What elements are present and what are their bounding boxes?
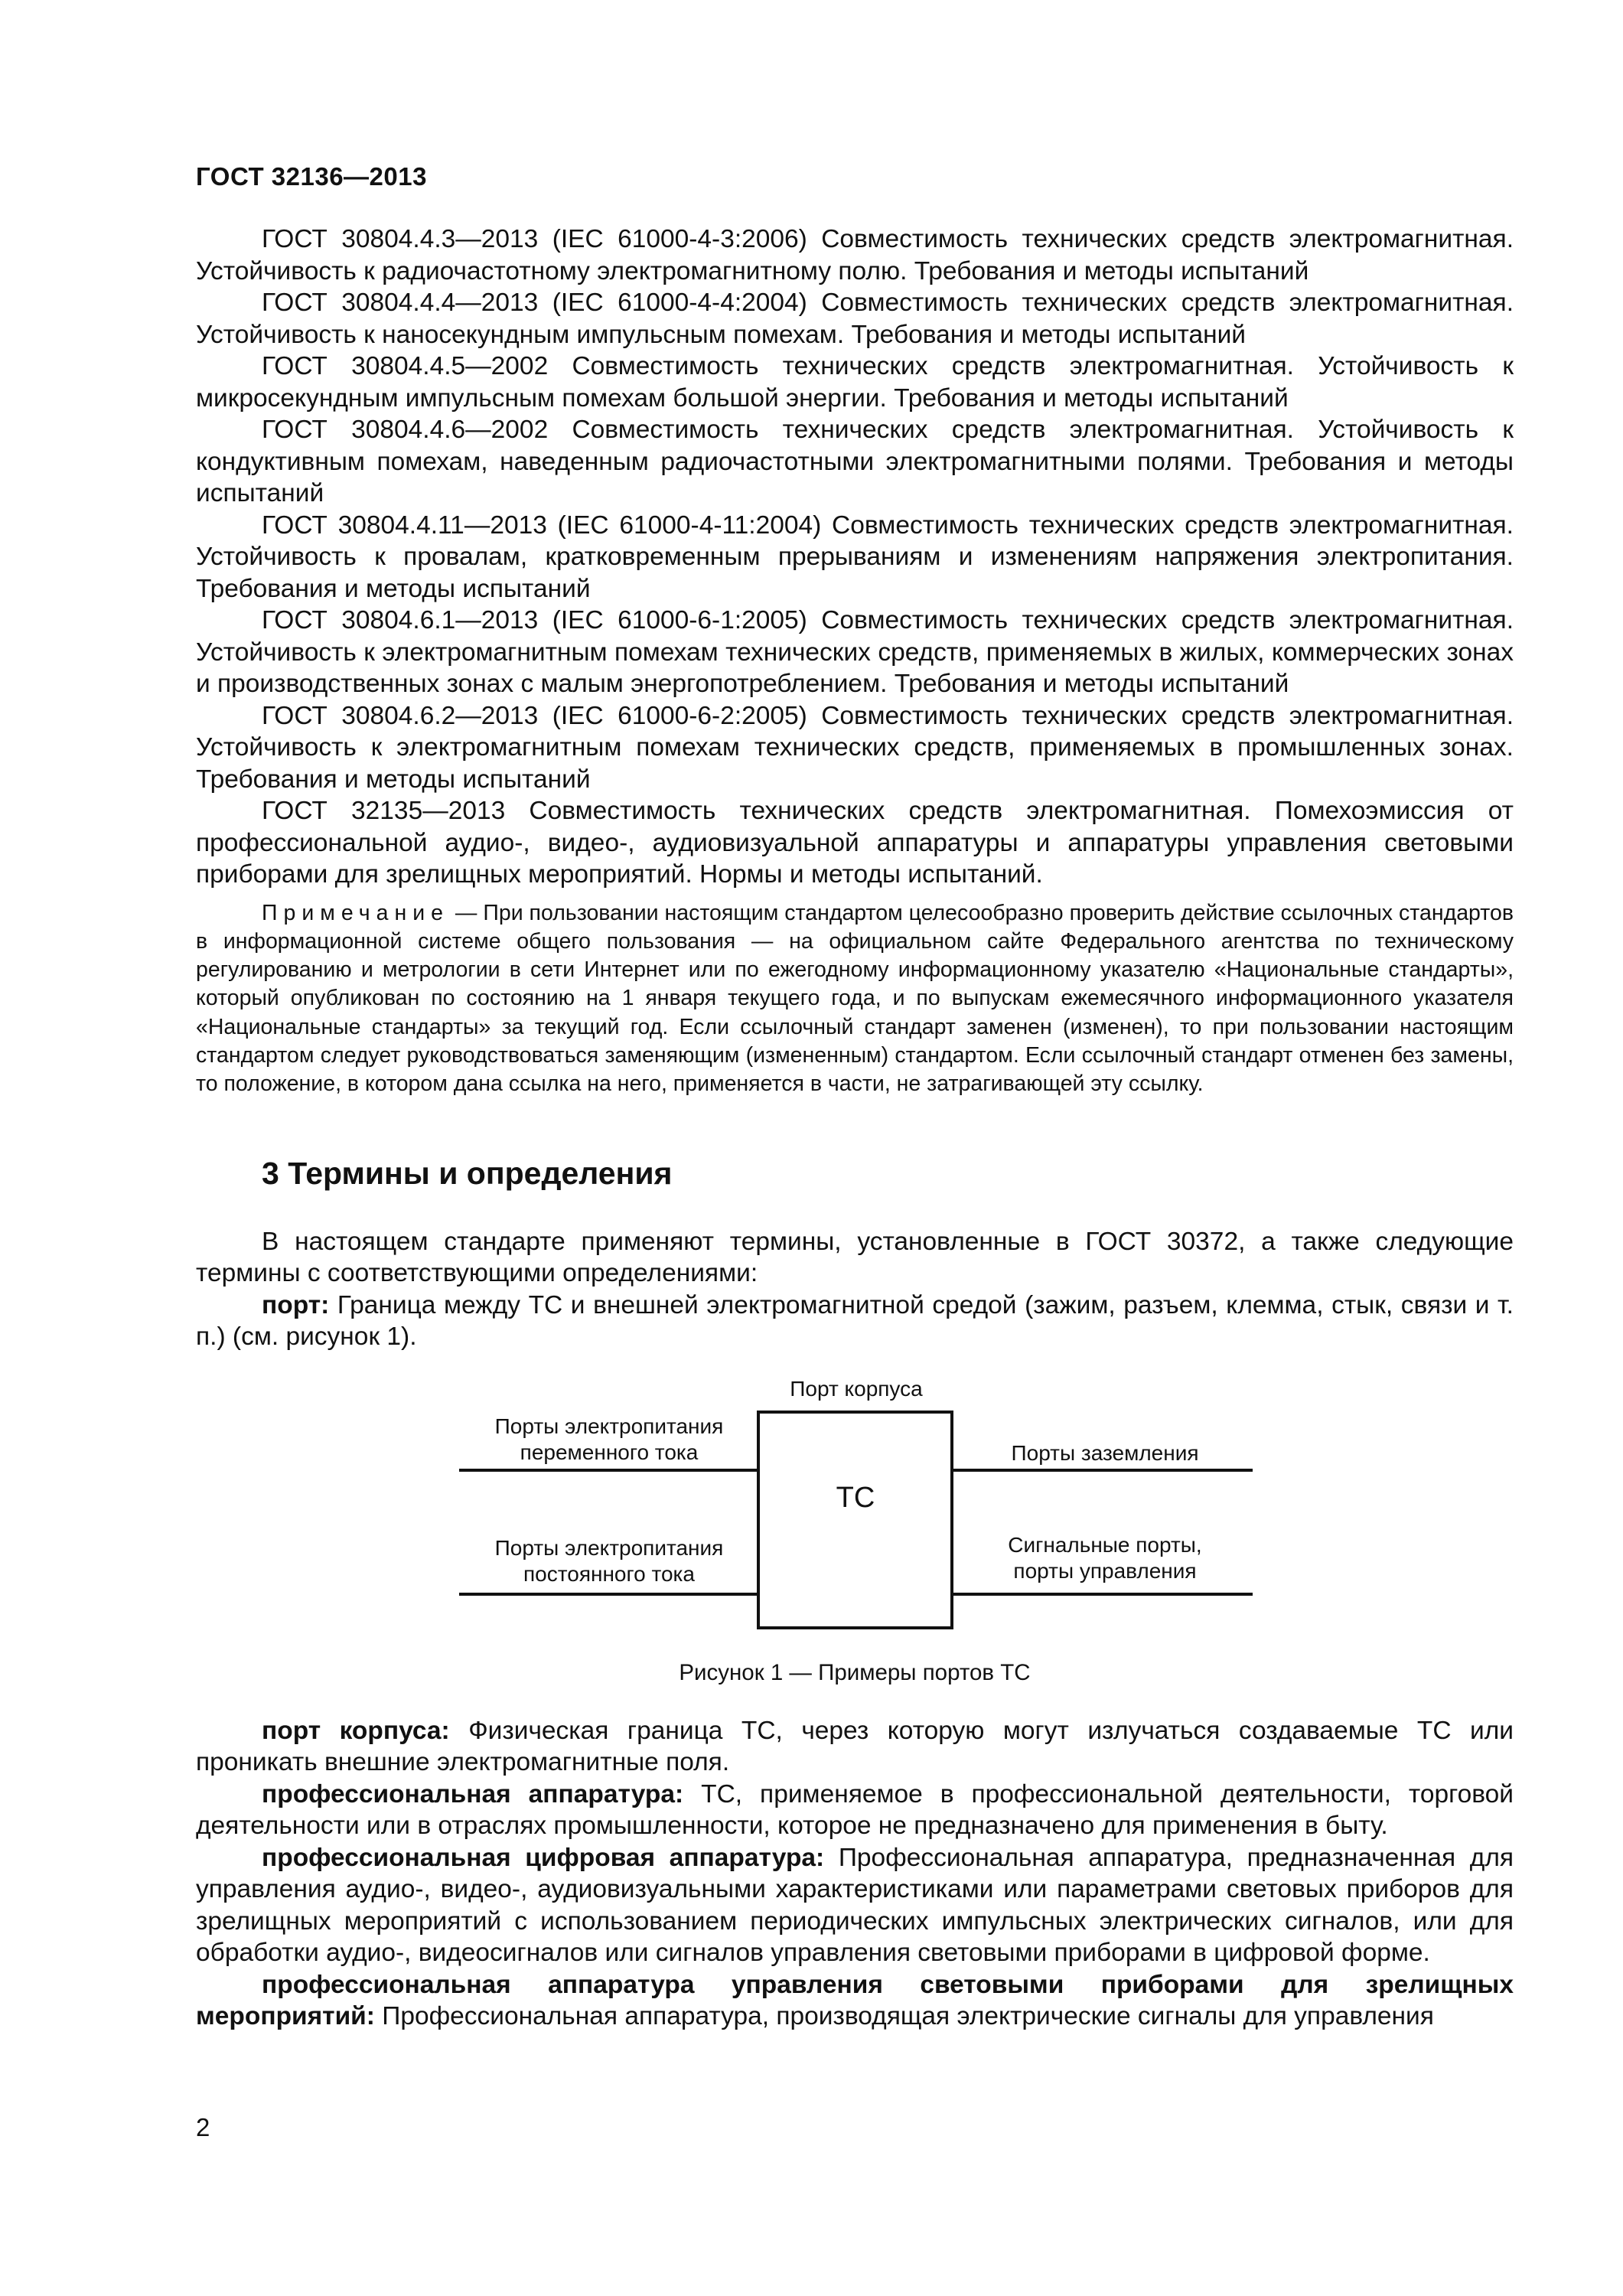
term-label: профессиональная аппаратура: xyxy=(262,1779,684,1808)
label-equipment: ТС xyxy=(836,1481,875,1514)
term-enclosure-port xyxy=(196,1715,1514,1779)
term-definition: Профессиональная аппаратура, производящая электрические сигналы для управления xyxy=(374,2002,1434,2031)
reference-item: ГОСТ 30804.4.5—2002 Совместимость технических средств электромагнитная. Устойчивость к микросекундным импульсным помехам большой энергии. Требования и методы испытаний xyxy=(196,352,1514,413)
figure-caption: Рисунок 1 — Примеры портов ТС xyxy=(679,1659,1031,1685)
label-ac-power-line1: Порты электропитания xyxy=(494,1414,724,1438)
label-dc-power-line2: постоянного тока xyxy=(523,1561,695,1586)
reference-item: ГОСТ 30804.4.6—2002 Совместимость технических средств электромагнитная. Устойчивость к кондуктивным помехам, наведенным радиочастотными электромагнитными полями. Требования и методы испытаний xyxy=(196,416,1514,507)
label-ac-power-line2: переменного тока xyxy=(520,1440,699,1464)
label-enclosure-port: Порт корпуса xyxy=(790,1376,923,1401)
term-lighting-control-equipment xyxy=(196,1969,1514,2033)
term-definition: Профессиональная аппаратура, предназначенная для управления аудио-, видео-, аудиовизуальными характеристиками или параметрами световых приборов для зрелищных мероприятий с использованием периодических импульсных электрических сигналов, или для обработки аудио-, видеосигналов или сигналов управления световыми приборами в цифровой форме. xyxy=(196,1843,1514,1968)
label-dc-power-line1: Порты электропитания xyxy=(494,1535,724,1560)
term-definition: Физическая граница ТС, через которую могут излучаться создаваемые ТС или проникать внешние электромагнитные поля. xyxy=(196,1716,1514,1777)
page-number: 2 xyxy=(196,2113,210,2141)
reference-item: ГОСТ 30804.6.2—2013 (IEC 61000-6-2:2005) Совместимость технических средств электромагнитная. Устойчивость к электромагнитным помехам технических средств, применяемых в промышленных зонах. Требования и методы испытаний xyxy=(196,701,1514,794)
section-title: 3 Термины и определения xyxy=(262,1155,673,1191)
page-header: ГОСТ 32136—2013 xyxy=(196,162,427,191)
term-label: порт корпуса: xyxy=(262,1716,450,1745)
section-intro: В настоящем стандарте применяют термины, установленные в ГОСТ 30372, а также следующие термины с соответствующими определениями: xyxy=(196,1227,1514,1288)
equipment-box xyxy=(758,1412,952,1628)
note-text: — При пользовании настоящим стандартом целесообразно проверить действие ссылочных стандартов в информационной системе общего пользования — на официальном сайте Федерального агентства по техническому регулированию и метрологии в сети Интернет или по ежегодному информационному указателю «Национальные стандарты», который опубликован по состоянию на 1 января текущего года, и по выпускам ежемесячного информационного указателя «Национальные стандарты» за текущий год. Если ссылочный стандарт заменен (изменен), то при пользовании настоящим стандартом следует руководствоваться заменяющим (измененным) стандартом. Если ссылочный стандарт отменен без замены, то положение, в котором дана ссылка на него, применяется в части, не затрагивающей эту ссылку. xyxy=(196,900,1514,1097)
reference-item: ГОСТ 30804.4.11—2013 (IEC 61000-4-11:2004) Совместимость технических средств электромагнитная. Устойчивость к провалам, кратковременным прерываниям и изменениям напряжения электропитания. Требования и методы испытаний xyxy=(196,510,1514,603)
term-definition: ТС, применяемое в профессиональной деятельности, торговой деятельности или в отраслях промышленности, которое не предназначено для применения в быту. xyxy=(196,1779,1514,1841)
term-definition: Граница между ТС и внешней электромагнитной средой (зажим, разъем, клемма, стык, связи и т. п.) (см. рисунок 1). xyxy=(196,1290,1514,1352)
term-label: профессиональная цифровая аппаратура: xyxy=(262,1843,825,1872)
figure-ports xyxy=(196,1353,1514,1658)
label-signal-ports-line1: Сигнальные порты, xyxy=(1008,1532,1202,1557)
term-label: профессиональная аппаратура управления световыми приборами для зрелищных мероприятий: xyxy=(196,1970,1514,2031)
note-label: Примечание xyxy=(262,900,449,925)
note xyxy=(196,899,1514,1099)
reference-item: ГОСТ 30804.4.4—2013 (IEC 61000-4-4:2004) Совместимость технических средств электромагнитная. Устойчивость к наносекундным импульсным помехам. Требования и методы испытаний xyxy=(196,289,1514,349)
term-professional-equipment xyxy=(196,1779,1514,1842)
ports-diagram xyxy=(196,1353,1514,1658)
label-signal-ports-line2: порты управления xyxy=(1013,1558,1197,1583)
reference-item: ГОСТ 32135—2013 Совместимость технических средств электромагнитная. Помехоэмиссия от профессиональной аудио-, видео-, аудиовизуальной аппаратуры и аппаратуры управления световыми приборами для зрелищных мероприятий. Нормы и методы испытаний. xyxy=(196,797,1514,889)
reference-item: ГОСТ 30804.6.1—2013 (IEC 61000-6-1:2005) Совместимость технических средств электромагнитная. Устойчивость к электромагнитным помехам технических средств, применяемых в жилых, коммерческих зонах и производственных зонах с малым энергопотреблением. Требования и методы испытаний xyxy=(196,606,1514,698)
term-professional-digital-equipment xyxy=(196,1842,1514,1969)
term-port xyxy=(196,1290,1514,1353)
reference-item: ГОСТ 30804.4.3—2013 (IEC 61000-4-3:2006) Совместимость технических средств электромагнитная. Устойчивость к радиочастотному электромагнитному полю. Требования и методы испытаний xyxy=(196,225,1514,285)
term-label: порт: xyxy=(262,1290,330,1319)
label-earth-ports: Порты заземления xyxy=(1011,1440,1199,1465)
page-content xyxy=(196,223,1514,2033)
